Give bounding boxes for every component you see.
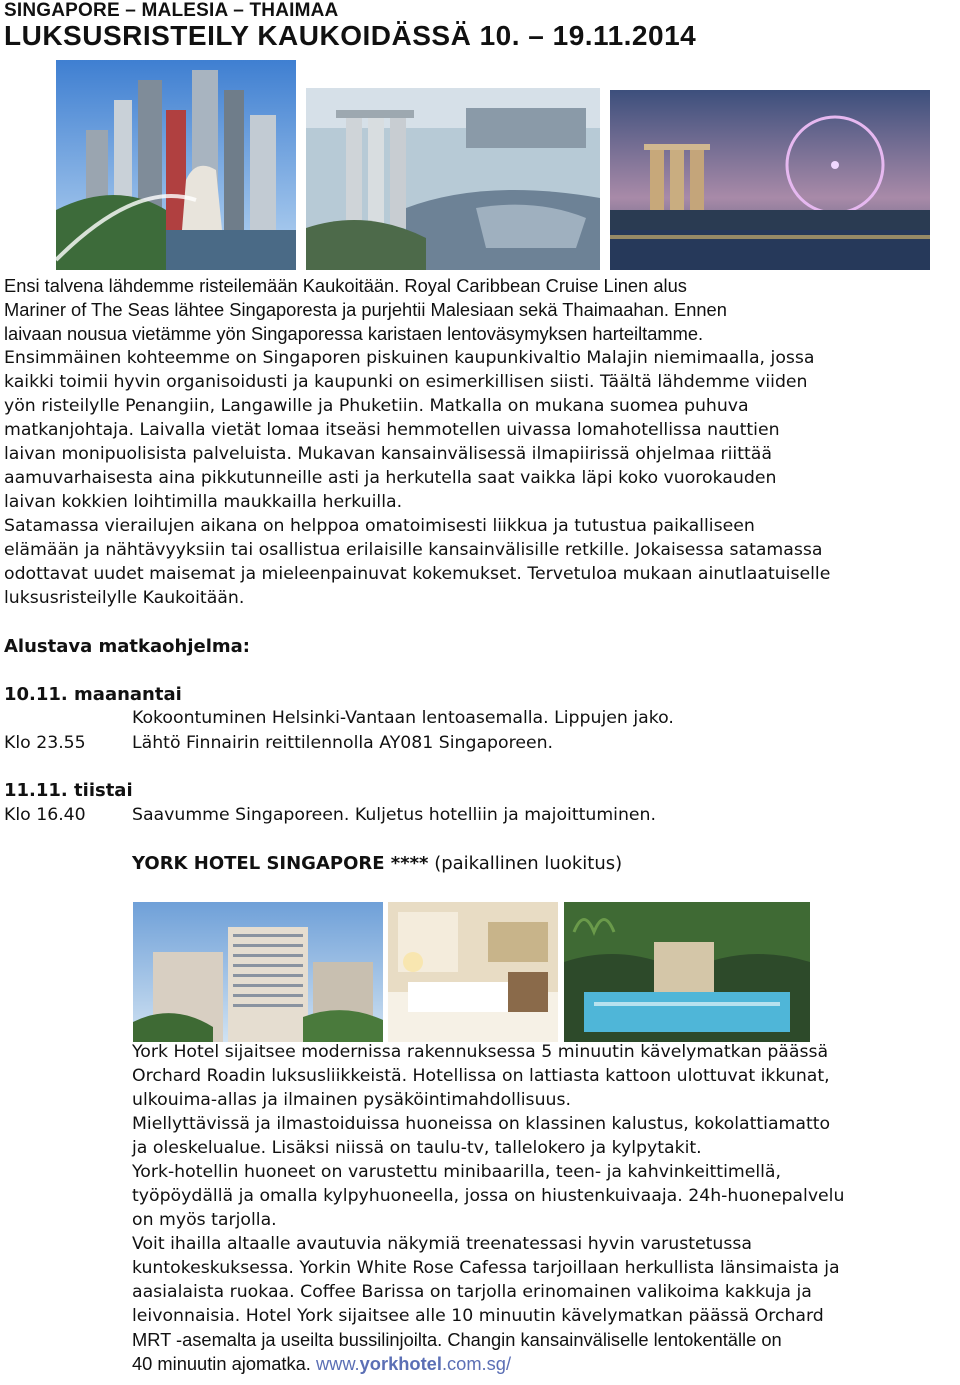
hotel-line: Miellyttävissä ja ilmastoiduissa huoneissa on klassinen kalustus, kokolattiamatto [132, 1114, 831, 1134]
intro-paragraph-arial [4, 274, 960, 346]
intro-line: Ensi talvena lähdemme risteilemään Kaukoitään. Royal Caribbean Cruise Linen alus [4, 275, 687, 296]
page-title: LUKSUSRISTEILY KAUKOIDÄSSÄ 10. – 19.11.2014 [4, 20, 697, 51]
intro-line: aamuvarhaisesta aina pikkutunneille asti ja herkutella saat vaikka läpi koko vuorokauden [4, 468, 777, 488]
hotel-title [132, 853, 622, 874]
hotel-line: kuntokeskuksessa. Yorkin White Rose Cafessa tarjoillaan herkullista länsimaista ja [132, 1258, 840, 1278]
day2-time1: Klo 16.40 [4, 805, 86, 825]
hotel-drive-time: 40 minuutin ajomatka. [132, 1353, 311, 1374]
intro-line: Mariner of The Seas lähtee Singaporesta ja purjehtii Malesiaan sekä Thaimaahan. Ennen [4, 299, 727, 320]
hotel-rating-note: (paikallinen luokitus) [434, 853, 623, 874]
marina-bay-aerial-photo [306, 88, 600, 270]
hotel-line: leivonnaisia. Hotel York sijaitsee alle 10 minuutin kävelymatkan päässä Orchard [132, 1306, 824, 1326]
hotel-line: Orchard Roadin luksusliikkeistä. Hotellissa on lattiasta kattoon ulottuvat ikkunat, [132, 1066, 830, 1086]
day1-time2: Klo 23.55 [4, 733, 86, 753]
program-heading: Alustava matkaohjelma: [4, 636, 250, 657]
hotel-building-photo [133, 902, 383, 1042]
intro-line: elämään ja nähtävyyksiin tai osallistua erilaisille kansainvälisille retkille. Jokaisessa satamassa [4, 540, 823, 560]
day1-line1: Kokoontuminen Helsinki-Vantaan lentoasemalla. Lippujen jako. [132, 708, 674, 728]
route-subtitle: SINGAPORE – MALESIA – THAIMAA [4, 0, 339, 21]
day1-date: 10.11. maanantai [4, 684, 182, 705]
hotel-line: MRT -asemalta ja useilta bussilinjoilta. Changin kansainväliselle lentokentälle on [132, 1329, 782, 1350]
hotel-last-line [132, 1352, 960, 1376]
singapore-flyer-photo [610, 90, 930, 270]
merlion-skyline-photo [56, 60, 296, 270]
hotel-line: työpöydällä ja omalla kylpyhuoneella, jossa on hiustenkuivaaja. 24h-huonepalvelu [132, 1186, 845, 1206]
day2-line1: Saavumme Singaporeen. Kuljetus hotelliin ja majoittuminen. [132, 805, 656, 825]
intro-line: laivan kokkien loihtimilla maukkailla herkuilla. [4, 492, 403, 512]
hotel-line: York-hotellin huoneet on varustettu minibaarilla, teen- ja kahvinkeittimellä, [132, 1162, 782, 1182]
hotel-line: ulkouima-allas ja ilmainen pysäköintimahdollisuus. [132, 1090, 571, 1110]
day2-date: 11.11. tiistai [4, 780, 133, 801]
intro-line: laivan monipuolisista palveluista. Mukavan kansainvälisessä ilmapiirissä ohjelmaa riittää [4, 444, 772, 464]
hotel-room-photo [388, 902, 558, 1042]
hotel-line: ja oleskelualue. Lisäksi niissä on taulu-tv, tallelokero ja kylpytakit. [132, 1138, 702, 1158]
hotel-website-link[interactable]: www.yorkhotel.com.sg/ [315, 1353, 512, 1374]
intro-line: laivaan nousua vietämme yön Singaporessa karistaen lentoväsymyksen harteiltamme. [4, 323, 704, 344]
hotel-name: YORK HOTEL SINGAPORE **** [132, 853, 429, 874]
intro-line: kaikki toimii hyvin organisoidusti ja kaupunki on esimerkillisen siisti. Täältä lähdemme viiden [4, 372, 808, 392]
hotel-line: aasialaista ruokaa. Coffee Barissa on tarjolla erinomainen valikoima kakkuja ja [132, 1282, 812, 1302]
hotel-description [132, 1040, 960, 1376]
hotel-line: on myös tarjolla. [132, 1210, 277, 1230]
hotel-pool-photo [564, 902, 810, 1042]
intro-paragraph [4, 346, 960, 610]
intro-line: luksusristeilylle Kaukoitään. [4, 588, 245, 608]
intro-line: Ensimmäinen kohteemme on Singaporen piskuinen kaupunkivaltio Malajin niemimaalla, jossa [4, 348, 815, 368]
intro-line: Satamassa vierailujen aikana on helppoa omatoimisesti liikkua ja tutustua paikalliseen [4, 516, 755, 536]
intro-line: yön risteilylle Penangiin, Langawille ja Phuketiin. Matkalla on mukana suomea puhuva [4, 396, 749, 416]
intro-line: matkanjohtaja. Laivalla vietät lomaa itseäsi hemmotellen uivassa lomahotellissa nauttien [4, 420, 780, 440]
hotel-line: Voit ihailla altaalle avautuvia näkymiä treenatessasi hyvin varustetussa [132, 1234, 752, 1254]
day1-line2: Lähtö Finnairin reittilennolla AY081 Singaporeen. [132, 733, 554, 753]
intro-line: odottavat uudet maisemat ja mieleenpainuvat kokemukset. Tervetuloa mukaan ainutlaatuiselle [4, 564, 831, 584]
hotel-line: York Hotel sijaitsee modernissa rakennuksessa 5 minuutin kävelymatkan päässä [132, 1042, 829, 1062]
